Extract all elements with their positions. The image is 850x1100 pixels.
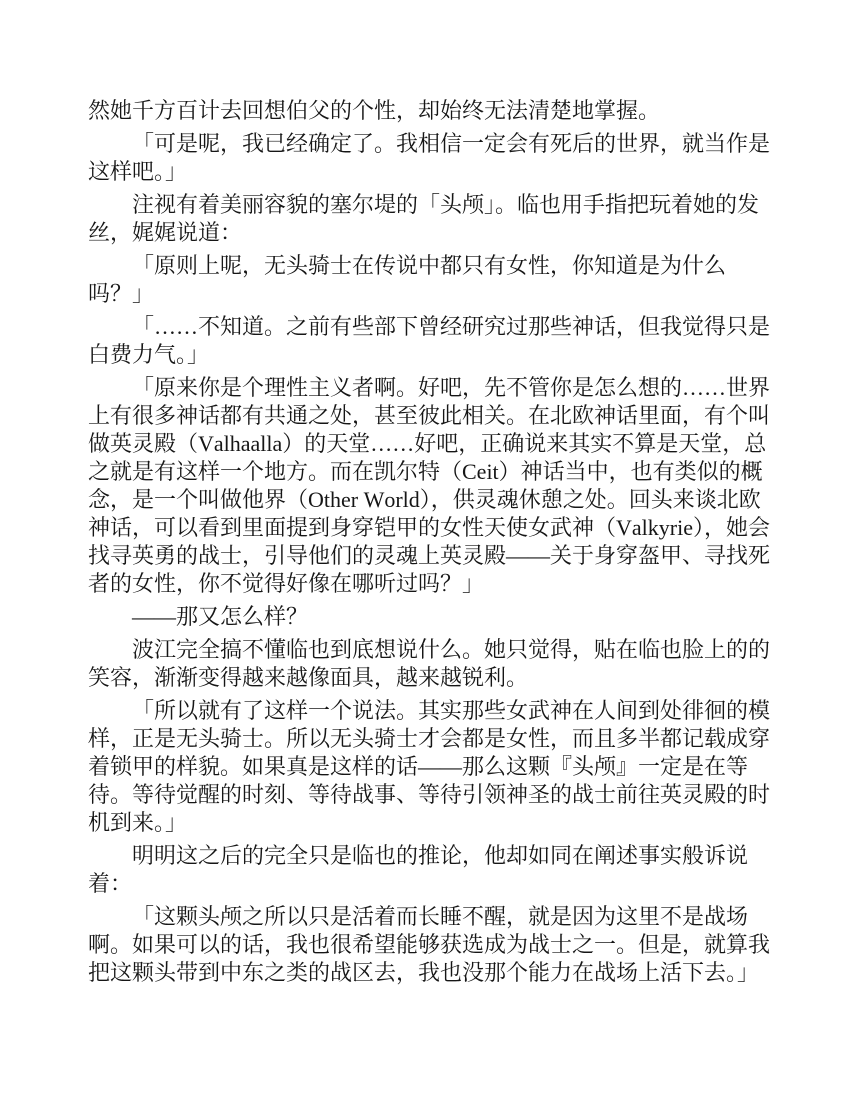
paragraph: ——那又怎么样？ — [132, 604, 309, 629]
paragraph: 注视有着美丽容貌的塞尔堤的「头颅」。临也用手指把玩着她的发丝，娓娓说道： — [88, 192, 760, 245]
paragraph: 「可是呢，我已经确定了。我相信一定会有死后的世界，就当作是这样吧。」 — [88, 131, 771, 184]
paragraph: 「原来你是个理性主义者啊。好吧，先不管你是怎么想的……世界上有很多神话都有共通之处，甚至彼此相关。在北欧神话里面，有个叫做英灵殿（Valhaalla）的天堂……好吧，正确说来其实不算是天堂，总之就是有这样一个地方。而在凯尔特（Ceit）神话当中，也有类似的概念，是一个叫做他界（Other World），供灵魂休憩之处。回头来谈北欧神话，可以看到里面提到身穿铠甲的女性天使女武神（Valkyrie），她会找寻英勇的战士，引导他们的灵魂上英灵殿——关于身穿盔甲、寻找死者的女性，你不觉得好像在哪听过吗？」 — [88, 375, 771, 596]
paragraph: 「这颗头颅之所以只是活着而长睡不醒，就是因为这里不是战场啊。如果可以的话，我也很希望能够获选成为战士之一。但是，就算我把这颗头带到中东之类的战区去，我也没那个能力在战场上活下去。」 — [88, 904, 771, 985]
paragraph: 「原则上呢，无头骑士在传说中都只有女性，你知道是为什么吗？」 — [88, 253, 727, 306]
paragraph: 波江完全搞不懂临也到底想说什么。她只觉得，贴在临也脸上的的笑容，渐渐变得越来越像面具，越来越锐利。 — [88, 637, 771, 690]
paragraph: 「所以就有了这样一个说法。其实那些女武神在人间到处徘徊的模样，正是无头骑士。所以无头骑士才会都是女性，而且多半都记载成穿着锁甲的样貌。如果真是这样的话——那么这颗『头颅』一定是在等待。等待觉醒的时刻、等待战事、等待引领神圣的战士前往英灵殿的时机到来。」 — [88, 698, 771, 835]
paragraph: 明明这之后的完全只是临也的推论，他却如同在阐述事实般诉说着： — [88, 843, 749, 896]
text-column — [88, 97, 778, 987]
paragraph: 「……不知道。之前有些部下曾经研究过那些神话，但我觉得只是白费力气。」 — [88, 314, 771, 367]
paragraph: 然她千方百计去回想伯父的个性，却始终无法清楚地掌握。 — [88, 98, 661, 123]
